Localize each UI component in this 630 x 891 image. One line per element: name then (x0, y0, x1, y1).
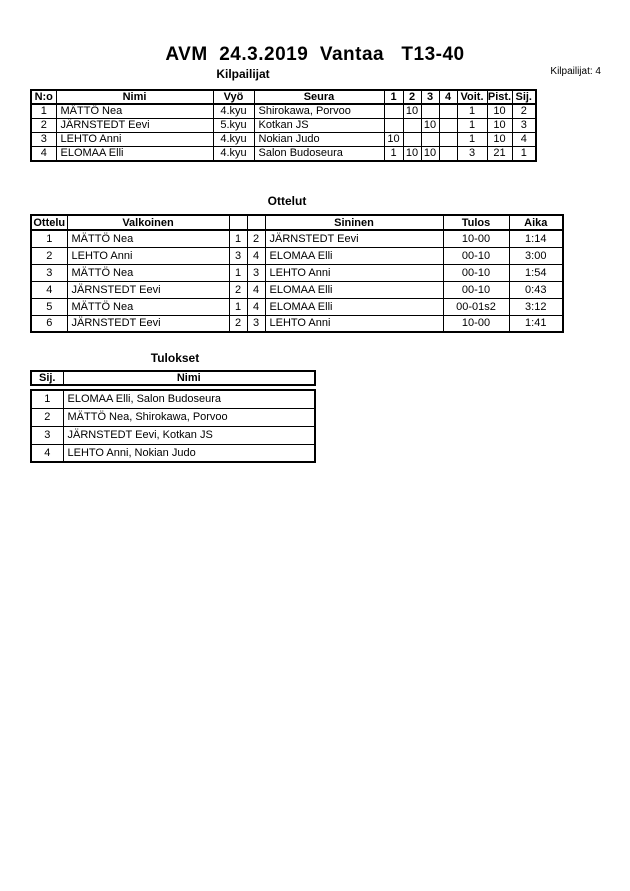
table-cell (439, 104, 457, 119)
table-row (31, 426, 315, 444)
table-cell: 1 (229, 264, 247, 281)
table-cell: LEHTO Anni (265, 264, 443, 281)
col-header-sij: Sij. (512, 90, 536, 104)
table-cell: MÄTTÖ Nea (56, 104, 213, 119)
table-cell: 6 (31, 315, 67, 332)
table-cell: 3:12 (509, 298, 563, 315)
tulokset-rows (31, 390, 315, 462)
col-header-vyo: Vyö (213, 90, 254, 104)
col-header-aika: Aika (509, 215, 563, 230)
table-cell: Kotkan JS (254, 119, 384, 133)
table-cell: LEHTO Anni (56, 133, 213, 147)
table-cell: MÄTTÖ Nea, Shirokawa, Porvoo (63, 408, 315, 426)
table-cell: 10 (421, 147, 439, 162)
table-cell: MÄTTÖ Nea (67, 264, 229, 281)
page-title: AVM 24.3.2019 Vantaa T13-40 (165, 44, 465, 65)
table-cell: LEHTO Anni (67, 247, 229, 264)
table-cell: 1 (31, 104, 56, 119)
table-cell: 1 (512, 147, 536, 162)
table-cell: 3 (512, 119, 536, 133)
table-cell (439, 133, 457, 147)
col-header-no: N:o (31, 90, 56, 104)
table-cell: 10-00 (443, 230, 509, 247)
table-row (31, 408, 315, 426)
table-cell: 4 (247, 247, 265, 264)
table-cell: JÄRNSTEDT Eevi (67, 281, 229, 298)
table-cell: 10 (487, 119, 512, 133)
table-cell (439, 147, 457, 162)
table-cell: 10 (487, 104, 512, 119)
table-row (31, 230, 563, 247)
table-cell (403, 119, 421, 133)
table-row (31, 444, 315, 462)
table-row (31, 247, 563, 264)
table-row (31, 104, 536, 119)
table-cell: 1:54 (509, 264, 563, 281)
table-cell: 00-01s2 (443, 298, 509, 315)
table-cell: 1:14 (509, 230, 563, 247)
col-header-1: 1 (384, 90, 403, 104)
col-header-3: 3 (421, 90, 439, 104)
table-cell: 10 (487, 133, 512, 147)
col-header-blue-no (247, 215, 265, 230)
table-cell: 1 (229, 230, 247, 247)
table-cell: 2 (247, 230, 265, 247)
table-cell: MÄTTÖ Nea (67, 298, 229, 315)
table-cell: JÄRNSTEDT Eevi (265, 230, 443, 247)
tulokset-heading: Tulokset (150, 351, 200, 365)
table-cell: JÄRNSTEDT Eevi, Kotkan JS (63, 426, 315, 444)
table-cell: 1:41 (509, 315, 563, 332)
table-cell: JÄRNSTEDT Eevi (67, 315, 229, 332)
table-cell: 1 (457, 119, 487, 133)
col-header-white-no (229, 215, 247, 230)
table-cell: ELOMAA Elli (56, 147, 213, 162)
table-cell: 4 (247, 298, 265, 315)
col-header-pist: Pist. (487, 91, 512, 103)
col-header-ottelu: Ottelu (31, 215, 67, 230)
table-cell: MÄTTÖ Nea (67, 230, 229, 247)
table-cell: 5 (31, 298, 67, 315)
competitor-count: Kilpailijat: 4 (550, 66, 601, 77)
table-cell: 5.kyu (213, 119, 254, 133)
kilpailijat-table (30, 89, 537, 162)
table-header-row (31, 215, 563, 230)
table-cell: 10 (403, 104, 421, 119)
ottelut-rows (31, 230, 563, 332)
table-cell: 2 (229, 281, 247, 298)
table-cell: 1 (31, 230, 67, 247)
table-cell (384, 119, 403, 133)
col-header-sij: Sij. (31, 371, 63, 385)
table-row (31, 133, 536, 147)
table-header-row (31, 371, 315, 385)
table-cell: 4 (31, 444, 63, 462)
col-header-nimi: Nimi (63, 371, 315, 385)
table-row (31, 147, 536, 162)
col-header-sininen: Sininen (265, 215, 443, 230)
table-cell: 2 (512, 104, 536, 119)
table-row (31, 298, 563, 315)
ottelut-table (30, 214, 564, 333)
table-cell (421, 133, 439, 147)
table-cell: 10-00 (443, 315, 509, 332)
ottelut-heading: Ottelut (267, 194, 307, 208)
table-cell: 4 (512, 133, 536, 147)
table-cell: ELOMAA Elli (265, 247, 443, 264)
table-cell: ELOMAA Elli (265, 298, 443, 315)
table-cell: 10 (403, 147, 421, 162)
tulokset-table (30, 389, 316, 463)
table-cell: 00-10 (443, 281, 509, 298)
table-cell: 21 (487, 147, 512, 162)
col-header-2: 2 (403, 90, 421, 104)
table-cell: 2 (31, 408, 63, 426)
table-cell: 4 (31, 281, 67, 298)
table-cell: 3:00 (509, 247, 563, 264)
kilpailijat-heading: Kilpailijat (216, 67, 270, 81)
table-cell (421, 104, 439, 119)
table-cell: 2 (229, 315, 247, 332)
table-cell: Salon Budoseura (254, 147, 384, 162)
table-cell: 4.kyu (213, 133, 254, 147)
table-cell: 3 (247, 264, 265, 281)
table-cell: 2 (31, 247, 67, 264)
col-header-voit: Voit. (457, 90, 487, 104)
table-cell: 00-10 (443, 264, 509, 281)
table-cell: ELOMAA Elli, Salon Budoseura (63, 390, 315, 408)
table-cell: 1 (457, 133, 487, 147)
table-cell: 4 (247, 281, 265, 298)
kilpailijat-rows (31, 104, 536, 161)
table-cell: 10 (421, 119, 439, 133)
table-cell: 3 (247, 315, 265, 332)
col-header-nimi: Nimi (56, 90, 213, 104)
table-header-row (31, 90, 536, 104)
table-row (31, 281, 563, 298)
table-cell: 0:43 (509, 281, 563, 298)
table-row (31, 315, 563, 332)
table-cell: 3 (31, 426, 63, 444)
table-cell: 1 (457, 104, 487, 119)
table-cell: 1 (384, 147, 403, 162)
table-cell: Shirokawa, Porvoo (254, 104, 384, 119)
table-cell: 1 (229, 298, 247, 315)
col-header-4: 4 (439, 90, 457, 104)
table-row (31, 119, 536, 133)
table-cell: 3 (457, 147, 487, 162)
table-cell: 00-10 (443, 247, 509, 264)
table-cell: LEHTO Anni, Nokian Judo (63, 444, 315, 462)
table-cell: 4.kyu (213, 104, 254, 119)
table-cell: 3 (31, 264, 67, 281)
col-header-tulos: Tulos (443, 215, 509, 230)
table-row (31, 390, 315, 408)
col-header-valkoinen: Valkoinen (67, 215, 229, 230)
table-cell: JÄRNSTEDT Eevi (56, 119, 213, 133)
table-cell: 3 (31, 133, 56, 147)
table-cell: ELOMAA Elli (265, 281, 443, 298)
table-cell: LEHTO Anni (265, 315, 443, 332)
table-cell: 4 (31, 147, 56, 162)
table-cell (439, 119, 457, 133)
table-cell (403, 133, 421, 147)
table-cell (384, 104, 403, 119)
table-cell: 1 (31, 390, 63, 408)
table-cell: 2 (31, 119, 56, 133)
col-header-seura: Seura (254, 90, 384, 104)
table-row (31, 264, 563, 281)
tulokset-header-table (30, 370, 316, 386)
table-cell: 3 (229, 247, 247, 264)
table-cell: Nokian Judo (254, 133, 384, 147)
table-cell: 4.kyu (213, 147, 254, 162)
table-cell: 10 (384, 133, 403, 147)
